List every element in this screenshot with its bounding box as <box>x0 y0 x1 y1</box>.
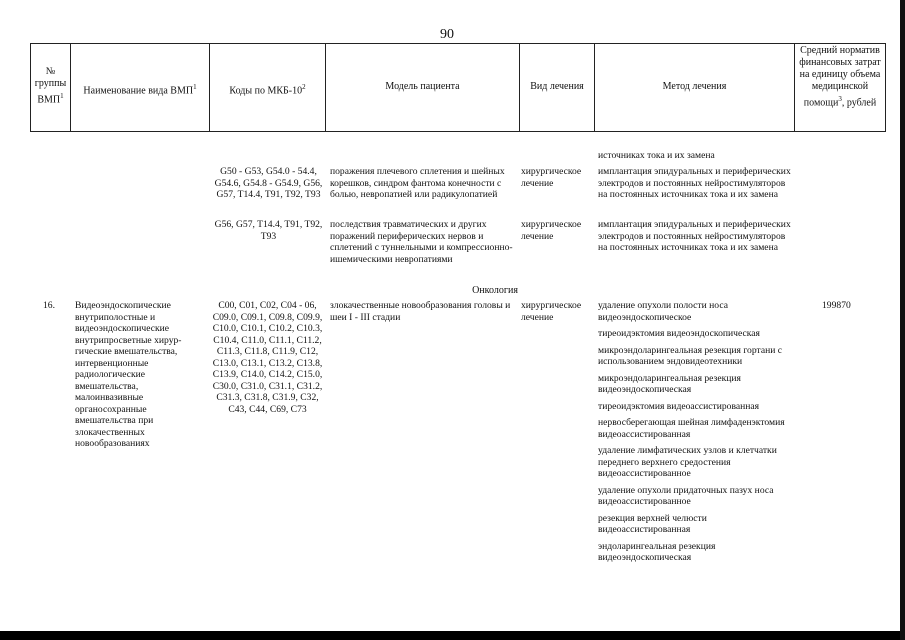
header-col-model: Модель пациента <box>385 81 460 92</box>
method-item: микроэндоларингеальная резекция видеоэндоскопическая <box>598 372 741 395</box>
row-b-codes: G56, G57, T14.4, T91, T92, T93 <box>214 219 323 242</box>
method-item: резекция верхней челюсти видеоассистированная <box>598 512 707 535</box>
row-16-type: хирургическое лечение <box>521 300 582 323</box>
row-b-type: хирургическое лечение <box>521 219 582 242</box>
method-item: микроэндоларингеальная резекция гортани с использованием эндовидеотехники <box>598 344 783 367</box>
method-item: эндоларингеальная резекция видеоэндоскопическая <box>598 540 716 563</box>
header-bottom-border <box>30 131 885 132</box>
row-16-model: злокачественные новообразования головы и шеи I - III стадии <box>330 300 511 323</box>
header-col-codes: Коды по МКБ-$10^2$ <box>229 83 306 97</box>
header-col-num: № группы ВМП$^1$ <box>34 66 67 106</box>
row-16-name: Видеоэндоскопические внутриполостные и видеоэндоскопические внутрипросветные хирур-гические вмешательства, интервенционные радиологические вмешательства, малоинвазивные органосохранные вмешательства при злокачественных новообразованиях <box>75 300 182 449</box>
row-a-codes: G50 - G53, G54.0 - 54.4, G54.6, G54.8 - G54.9, G56, G57, T14.4, T91, T92, T93 <box>214 166 323 200</box>
header-col-method: Метод лечения <box>662 81 727 92</box>
row-16-num: 16. <box>43 300 55 311</box>
section-title: Онкология <box>472 285 518 296</box>
header-col-divider <box>794 43 795 132</box>
method-item: удаление опухоли полости носа видеоэндоскопическое <box>598 300 728 323</box>
row-16-codes: C00, C01, C02, C04 - 06, C09.0, C09.1, C09.8, C09.9, C10.0, C10.1, C10.2, C10.3, C10.4, C11.0, C11.1, C11.2, C11.3, C11.8, C11.9, C12, C13.0, C13.1, C13.2, C13.8, C13.9, C14.0, C14.2, C15.0, C30.0, C31.0, C31.1, C31.2, C31.3, C31.8, C31.9, C32, C43, C44, C69, C73 <box>212 300 323 415</box>
row-16-methods <box>598 300 794 564</box>
row-16-cost: 199870 <box>822 300 851 311</box>
row-b-method: имплантация эпидуральных и периферических электродов и постоянных нейростимуляторов на постоянных источниках тока и их замена <box>598 219 791 253</box>
row-a-method: имплантация эпидуральных и периферических электродов и постоянных нейростимуляторов на постоянных источниках тока и их замена <box>598 166 791 200</box>
page-number: 90 <box>440 27 454 42</box>
row-a-type: хирургическое лечение <box>521 166 582 189</box>
method-item: тиреоидэктомия видеоассистированная <box>598 400 760 412</box>
method-item: удаление опухоли придаточных пазух носа видеоассистированное <box>598 484 774 507</box>
header-col-divider <box>885 43 886 132</box>
cont-method-line: источниках тока и их замена <box>598 150 715 161</box>
method-item: нервосберегающая шейная лимфаденэктомия видеоассистированная <box>598 417 785 440</box>
header-col-type: Вид лечения <box>530 81 584 92</box>
method-item: удаление лимфатических узлов и клетчатки переднего верхнего средостения видеоассистированное <box>598 445 777 479</box>
header-col-cost: Средний норматив финансовых затрат на единицу объема медицинской помощи$^3$, рублей <box>799 45 881 109</box>
header-col-name: Наименование вида ВМП$^1$ <box>83 83 197 97</box>
row-b-model: последствия травматических и других поражений периферических нервов и сплетений с туннельными и компрессионно-ишемическими невропатиями <box>330 219 513 265</box>
scan-bottom-edge <box>0 631 905 640</box>
scan-right-edge <box>900 0 905 640</box>
header-top-border <box>30 43 885 44</box>
method-item: тиреоидэктомия видеоэндоскопическая <box>598 328 760 339</box>
row-a-model: поражения плечевого сплетения и шейных корешков, синдром фантома конечности с болью, невропатией или радикулопатией <box>330 166 505 200</box>
